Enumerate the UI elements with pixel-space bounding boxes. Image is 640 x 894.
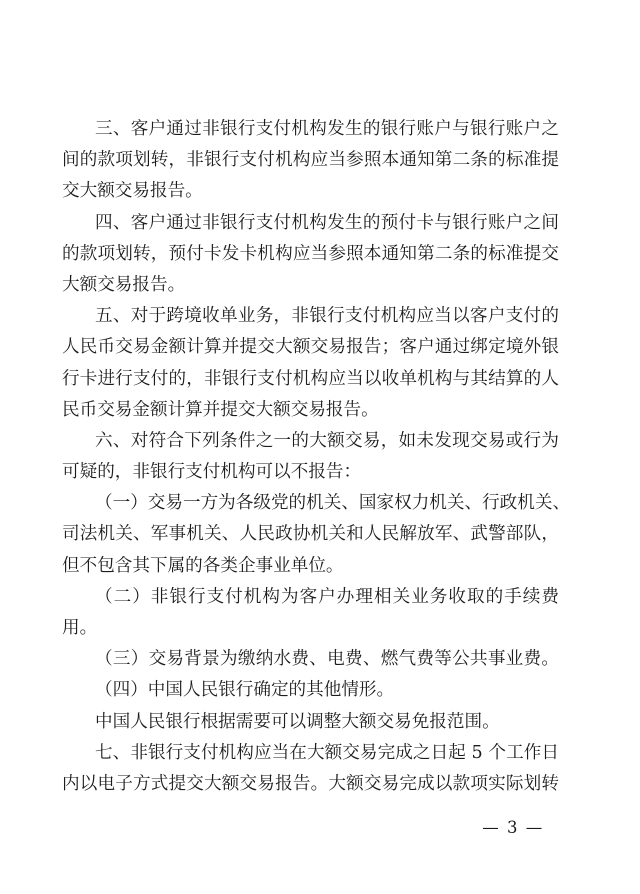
document-text-line: 三、客户通过非银行支付机构发生的银行账户与银行账户之 xyxy=(95,119,559,139)
document-text-line: 可疑的，非银行支付机构可以不报告： xyxy=(62,462,362,483)
document-text-line: 七、非银行支付机构应当在大额交易完成之日起 5 个工作日 xyxy=(95,742,559,763)
document-text-line: （一）交易一方为各级党的机关、国家权力机关、行政机关、 xyxy=(95,493,571,514)
document-text-line: （四）中国人民银行确定的其他情形。 xyxy=(95,680,395,701)
document-text-line: 司法机关、军事机关、人民政协机关和人民解放军、武警部队， xyxy=(62,524,559,545)
document-text-line: 六、对符合下列条件之一的大额交易，如未发现交易或行为 xyxy=(95,430,559,451)
document-text-line: 中国人民银行根据需要可以调整大额交易免报范围。 xyxy=(95,711,500,732)
document-text-line: 五、对于跨境收单业务，非银行支付机构应当以客户支付的 xyxy=(95,306,559,327)
document-text-line: （三）交易背景为缴纳水费、电费、燃气费等公共事业费。 xyxy=(95,649,559,670)
document-text-line: 行卡进行支付的，非银行支付机构应当以收单机构与其结算的人 xyxy=(62,368,559,389)
document-text-line: （二）非银行支付机构为客户办理相关业务收取的手续费 xyxy=(95,586,559,607)
document-text-line: 间的款项划转，非银行支付机构应当参照本通知第二条的标准提 xyxy=(62,150,559,171)
document-text-line: 但不包含其下属的各类企事业单位。 xyxy=(62,555,344,576)
document-text-line: 大额交易报告。 xyxy=(62,274,186,295)
page-number: — 3 — xyxy=(482,818,544,837)
document-body xyxy=(62,114,571,800)
document-text-line: 民币交易金额计算并提交大额交易报告。 xyxy=(62,399,379,420)
document-text-line: 用。 xyxy=(62,618,98,638)
document-text-line: 交大额交易报告。 xyxy=(62,181,203,202)
document-text-line: 四、客户通过非银行支付机构发生的预付卡与银行账户之间 xyxy=(95,212,559,233)
document-text-line: 人民币交易金额计算并提交大额交易报告；客户通过绑定境外银 xyxy=(62,337,559,358)
document-text-line: 内以电子方式提交大额交易报告。大额交易完成以款项实际划转 xyxy=(62,773,559,794)
document-text-line: 的款项划转，预付卡发卡机构应当参照本通知第二条的标准提交 xyxy=(62,243,559,264)
